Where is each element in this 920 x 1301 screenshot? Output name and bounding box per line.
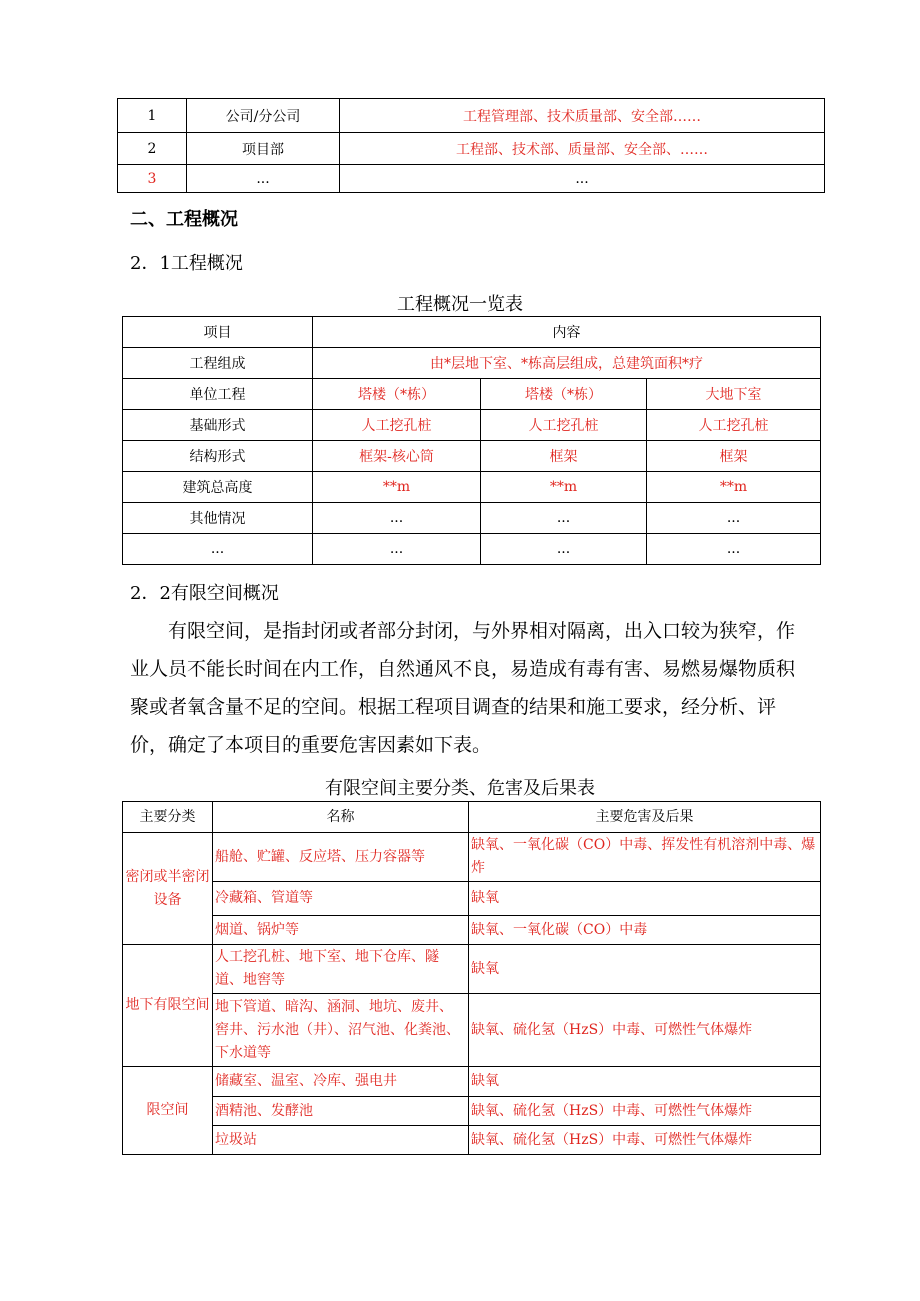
cell: 塔楼（*栋） (481, 379, 647, 410)
table-row (123, 410, 821, 441)
row-number: 3 (118, 165, 187, 193)
header-item: 项目 (123, 317, 313, 348)
header-category: 主要分类 (123, 802, 213, 833)
table-row (123, 534, 821, 565)
table-row (123, 1097, 821, 1126)
cell: 人工挖孔桩 (313, 410, 481, 441)
category-cell: 限空间 (123, 1067, 213, 1155)
org-level: 项目部 (187, 133, 340, 165)
table-row (123, 441, 821, 472)
table-row (123, 833, 821, 882)
cell: **m (647, 472, 821, 503)
hazard-cell: 缺氧、硫化氢（HzS）中毒、可燃性气体爆炸 (469, 994, 821, 1067)
header-hazard: 主要危害及后果 (469, 802, 821, 833)
table-row (123, 472, 821, 503)
hazard-table (122, 801, 821, 1155)
table-row (123, 1067, 821, 1097)
subsection-heading-2-1: 2．1工程概况 (130, 253, 243, 274)
departments: 工程管理部、技术质量部、安全部…… (340, 99, 825, 133)
project-overview-table (122, 316, 821, 565)
row-label: 建筑总高度 (123, 472, 313, 503)
row-label: 单位工程 (123, 379, 313, 410)
organization-table (117, 98, 825, 193)
cell: 塔楼（*栋） (313, 379, 481, 410)
row-label: 基础形式 (123, 410, 313, 441)
table-row (123, 916, 821, 945)
hazard-cell: 缺氧、一氧化碳（CO）中毒、挥发性有机溶剂中毒、爆炸 (469, 833, 821, 882)
row-label: 其他情况 (123, 503, 313, 534)
row-label: 工程组成 (123, 348, 313, 379)
row-number: 1 (118, 99, 187, 133)
table-row (118, 99, 825, 133)
cell: **m (481, 472, 647, 503)
cell: 框架-核心筒 (313, 441, 481, 472)
name-cell: 冷藏箱、管道等 (213, 882, 469, 916)
departments: 工程部、技术部、质量部、安全部、…… (340, 133, 825, 165)
table-row (123, 379, 821, 410)
overview-table-caption: 工程概况一览表 (397, 294, 523, 315)
cell: 框架 (647, 441, 821, 472)
cell: 大地下室 (647, 379, 821, 410)
section-heading: 二、工程概况 (130, 209, 238, 230)
table-row (123, 1126, 821, 1155)
hazard-cell: 缺氧、硫化氢（HzS）中毒、可燃性气体爆炸 (469, 1097, 821, 1126)
name-cell: 烟道、锅炉等 (213, 916, 469, 945)
row-label: ... (123, 534, 313, 565)
row-number: 2 (118, 133, 187, 165)
paragraph (130, 612, 810, 764)
table-row (123, 945, 821, 994)
cell: **m (313, 472, 481, 503)
org-level: ... (187, 165, 340, 193)
name-cell: 储藏室、温室、冷库、强电井 (213, 1067, 469, 1097)
departments: ... (340, 165, 825, 193)
hazard-cell: 缺氧、硫化氢（HzS）中毒、可燃性气体爆炸 (469, 1126, 821, 1155)
category-cell: 地下有限空间 (123, 945, 213, 1067)
hazard-cell: 缺氧 (469, 945, 821, 994)
name-cell: 船舱、贮罐、反应塔、压力容器等 (213, 833, 469, 882)
table-row (123, 348, 821, 379)
cell: 人工挖孔桩 (481, 410, 647, 441)
category-cell: 密闭或半密闭设备 (123, 833, 213, 945)
table-row (123, 503, 821, 534)
row-label: 结构形式 (123, 441, 313, 472)
name-cell: 地下管道、暗沟、涵洞、地坑、废井、窖井、污水池（井）、沼气池、化粪池、下水道等 (213, 994, 469, 1067)
table-header-row (123, 802, 821, 833)
header-content: 内容 (313, 317, 821, 348)
hazard-cell: 缺氧 (469, 1067, 821, 1097)
name-cell: 人工挖孔桩、地下室、地下仓库、隧道、地窖等 (213, 945, 469, 994)
table-row (123, 994, 821, 1067)
cell: ... (481, 503, 647, 534)
hazard-cell: 缺氧 (469, 882, 821, 916)
cell: ... (313, 534, 481, 565)
hazard-table-caption: 有限空间主要分类、危害及后果表 (325, 778, 595, 799)
subsection-heading-2-2: 2．2有限空间概况 (130, 583, 279, 604)
hazard-cell: 缺氧、一氧化碳（CO）中毒 (469, 916, 821, 945)
cell: ... (313, 503, 481, 534)
cell: ... (481, 534, 647, 565)
cell: 框架 (481, 441, 647, 472)
table-row (123, 882, 821, 916)
name-cell: 垃圾站 (213, 1126, 469, 1155)
table-row (118, 133, 825, 165)
cell: 人工挖孔桩 (647, 410, 821, 441)
table-header-row (123, 317, 821, 348)
paragraph-text: 有限空间，是指封闭或者部分封闭，与外界相对隔离，出入口较为狭窄，作业人员不能长时间在内工作，自然通风不良，易造成有毒有害、易燃易爆物质积聚或者氧含量不足的空间。根据工程项目调查的结果和施工要求，经分析、评价，确定了本项目的重要危害因素如下表。 (130, 620, 796, 756)
composition-value: 由*层地下室、*栋高层组成，总建筑面积*疗 (313, 348, 821, 379)
org-level: 公司/分公司 (187, 99, 340, 133)
header-name: 名称 (213, 802, 469, 833)
cell: ... (647, 503, 821, 534)
name-cell: 酒精池、发酵池 (213, 1097, 469, 1126)
cell: ... (647, 534, 821, 565)
table-row (118, 165, 825, 193)
